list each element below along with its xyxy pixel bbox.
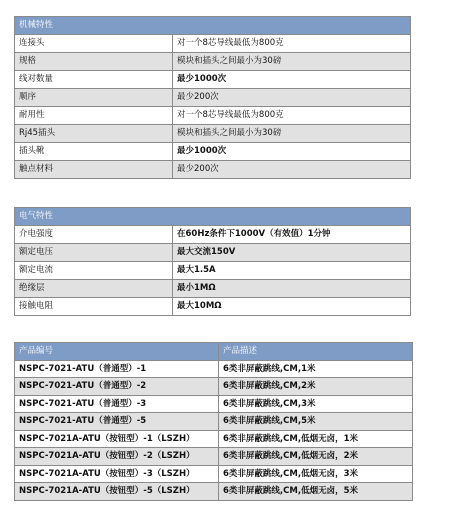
table-header-row bbox=[15, 343, 413, 361]
table-row bbox=[15, 395, 413, 413]
product-desc: 6类非屏蔽跳线,CM,低烟无卤，3米 bbox=[219, 465, 413, 483]
product-code: NSPC-7021A-ATU（按钮型）-3（LSZH） bbox=[15, 465, 219, 483]
product-code: NSPC-7021-ATU（普通型）-2 bbox=[15, 378, 219, 396]
spec-label: 耐用性 bbox=[15, 107, 173, 125]
column-header-code: 产品编号 bbox=[15, 343, 219, 361]
table-row bbox=[15, 360, 413, 378]
spec-label: 介电强度 bbox=[15, 226, 173, 244]
spec-value: 在60Hz条件下1000V（有效值）1分钟 bbox=[173, 226, 411, 244]
table-row bbox=[15, 483, 413, 501]
product-desc: 6类非屏蔽跳线,CM,5米 bbox=[219, 413, 413, 431]
product-desc: 6类非屏蔽跳线,CM,2米 bbox=[219, 378, 413, 396]
table-row bbox=[15, 125, 411, 143]
spec-value: 最少1000次 bbox=[173, 143, 411, 161]
product-desc: 6类非屏蔽跳线,CM,3米 bbox=[219, 395, 413, 413]
spec-value: 最大交流150V bbox=[173, 244, 411, 262]
spec-value: 最大1.5A bbox=[173, 262, 411, 280]
table-row bbox=[15, 35, 411, 53]
spec-value: 最少1000次 bbox=[173, 71, 411, 89]
spec-label: 顺序 bbox=[15, 89, 173, 107]
product-code: NSPC-7021-ATU（普通型）-1 bbox=[15, 360, 219, 378]
spec-label: Rj45插头 bbox=[15, 125, 173, 143]
spec-label: 绝缘层 bbox=[15, 280, 173, 298]
spec-value: 最大10MΩ bbox=[173, 298, 411, 316]
table-header-row bbox=[15, 208, 411, 226]
spec-value: 模块和插头之间最小为30磅 bbox=[173, 53, 411, 71]
table-row bbox=[15, 262, 411, 280]
product-code: NSPC-7021A-ATU（按钮型）-2（LSZH） bbox=[15, 448, 219, 466]
spec-label: 线对数量 bbox=[15, 71, 173, 89]
product-code: NSPC-7021A-ATU（按钮型）-1（LSZH） bbox=[15, 430, 219, 448]
electrical-title: 电气特性 bbox=[15, 208, 411, 226]
column-header-desc: 产品描述 bbox=[219, 343, 413, 361]
product-desc: 6类非屏蔽跳线,CM,低烟无卤，2米 bbox=[219, 448, 413, 466]
product-desc: 6类非屏蔽跳线,CM,低烟无卤，5米 bbox=[219, 483, 413, 501]
spec-value: 对一个8芯导线最低为800克 bbox=[173, 35, 411, 53]
spec-label: 触点材料 bbox=[15, 161, 173, 179]
table-row bbox=[15, 378, 413, 396]
spec-label: 连接头 bbox=[15, 35, 173, 53]
table-row bbox=[15, 226, 411, 244]
table-row bbox=[15, 244, 411, 262]
spec-label: 接触电阻 bbox=[15, 298, 173, 316]
table-row bbox=[15, 430, 413, 448]
table-row bbox=[15, 107, 411, 125]
spec-label: 额定电流 bbox=[15, 262, 173, 280]
spec-value: 最少200次 bbox=[173, 89, 411, 107]
spec-value: 最少200次 bbox=[173, 161, 411, 179]
product-desc: 6类非屏蔽跳线,CM,低烟无卤，1米 bbox=[219, 430, 413, 448]
table-row bbox=[15, 448, 413, 466]
product-desc: 6类非屏蔽跳线,CM,1米 bbox=[219, 360, 413, 378]
table-row bbox=[15, 143, 411, 161]
mechanical-title: 机械特性 bbox=[15, 17, 411, 35]
spec-value: 模块和插头之间最小为30磅 bbox=[173, 125, 411, 143]
product-table bbox=[14, 342, 413, 501]
mechanical-spec-table bbox=[14, 16, 411, 179]
electrical-spec-table bbox=[14, 207, 411, 316]
spec-label: 额定电压 bbox=[15, 244, 173, 262]
table-header-row bbox=[15, 17, 411, 35]
product-code: NSPC-7021A-ATU（按钮型）-5（LSZH） bbox=[15, 483, 219, 501]
product-code: NSPC-7021-ATU（普通型）-5 bbox=[15, 413, 219, 431]
spec-value: 对一个8芯导线最低为800克 bbox=[173, 107, 411, 125]
spec-label: 规格 bbox=[15, 53, 173, 71]
product-code: NSPC-7021-ATU（普通型）-3 bbox=[15, 395, 219, 413]
table-row bbox=[15, 465, 413, 483]
table-row bbox=[15, 161, 411, 179]
spec-value: 最小1MΩ bbox=[173, 280, 411, 298]
table-row bbox=[15, 53, 411, 71]
table-row bbox=[15, 71, 411, 89]
table-row bbox=[15, 298, 411, 316]
spec-label: 插头靴 bbox=[15, 143, 173, 161]
table-row bbox=[15, 280, 411, 298]
table-row bbox=[15, 413, 413, 431]
table-row bbox=[15, 89, 411, 107]
